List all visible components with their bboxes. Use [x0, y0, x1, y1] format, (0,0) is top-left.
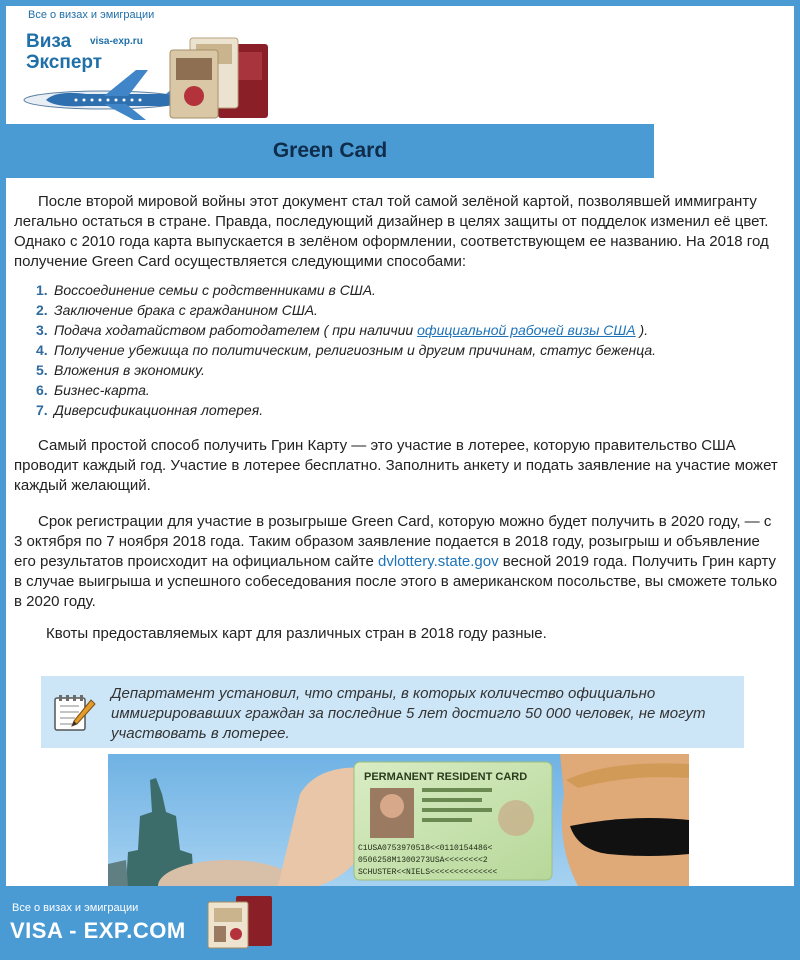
title-banner — [6, 124, 654, 178]
list-number: 7. — [36, 402, 48, 418]
card-mrz-line2: 0506258M1300273USA<<<<<<<<2 — [358, 856, 488, 865]
list-item-text: Диверсификационная лотерея. — [54, 402, 264, 418]
list-item-text-end: ). — [635, 322, 649, 338]
quota-paragraph: Квоты предоставляемых карт для различных стран в 2018 году разные. — [46, 625, 547, 642]
dvlottery-link[interactable]: dvlottery.state.gov — [378, 553, 499, 570]
list-item-text: Бизнес-карта. — [54, 382, 150, 398]
passport-stack-icon — [166, 30, 276, 124]
logo-text-viza: Виза — [26, 31, 72, 52]
lottery-paragraph: Самый простой способ получить Грин Карту — это участие в лотерее, которую правительство США проводит каждый год. Участие в лотерее бесплатно. Заполнить анкету и подать заявление на участие может каждый желающий. — [14, 437, 778, 494]
intro-paragraph: После второй мировой войны этот документ стал той самой зелёной картой, позволявшей иммигранту легально остаться в стране. Правда, последующий дизайнер в целях защиты от подделок изменил её цвет. Однако с 2010 года карта выпускается в зелёном оформлении, соответствующем ее названию. На 2018 год получение Green Card осуществляется следующими способами: — [14, 193, 769, 270]
list-number: 6. — [36, 382, 48, 398]
registration-text: Срок регистрации для участие в розыгрыше Green Card, которую можно будет получить в 2020 году, — с 3 октября по 7 ноября 2018 года. Таким образом заявление подается в 2018 году, розыгрыш и объявление его результатов происходит на официальном сайте — [14, 513, 772, 570]
list-item — [36, 300, 794, 320]
list-item-text: Подача ходатайством работодателем ( при наличии — [54, 322, 418, 338]
article-content — [6, 192, 794, 644]
green-card-photo — [108, 754, 689, 886]
page-container — [6, 6, 794, 886]
list-number: 5. — [36, 362, 48, 378]
list-item-text: Воссоединение семьи с родственниками в США. — [54, 282, 376, 298]
list-item — [36, 340, 794, 360]
site-logo[interactable] — [16, 24, 271, 124]
note-text: Департамент установил, что страны, в которых количество официально иммигрировавших граждан за последние 5 лет достигло 50 000 человек, не могут участвовать в лотерее. — [111, 685, 706, 742]
logo-text-expert: Эксперт — [26, 52, 103, 73]
list-item-text: Вложения в экономику. — [54, 362, 205, 378]
footer-tagline: Все о визах и эмиграции — [12, 902, 139, 914]
footer-passport-icon — [206, 892, 278, 950]
list-item-text: Заключение брака с гражданином США. — [54, 302, 318, 318]
list-item — [36, 320, 794, 340]
card-title: PERMANENT RESIDENT CARD — [364, 771, 528, 783]
work-visa-link[interactable]: официальной рабочей визы США — [417, 322, 636, 338]
site-tagline: Все о визах и эмиграции — [28, 9, 155, 21]
card-mrz-line3: SCHUSTER<<NIELS<<<<<<<<<<<<<< — [358, 868, 498, 877]
list-number: 1. — [36, 282, 48, 298]
list-number: 2. — [36, 302, 48, 318]
airplane-icon — [16, 64, 191, 122]
logo-domain: visa-exp.ru — [90, 36, 143, 47]
list-item-text: Получение убежища по политическим, религиозным и другим причинам, статус беженца. — [54, 342, 657, 358]
info-note — [41, 676, 744, 748]
list-item — [36, 360, 794, 380]
registration-text-end: весной 2019 года. Получить Грин карту в случае выигрыша и успешного собеседования после этого в американском посольстве, вы сможете только в 2020 году. — [14, 553, 778, 610]
notepad-pencil-icon — [51, 692, 97, 734]
list-item — [36, 400, 794, 420]
methods-list — [6, 280, 794, 420]
list-number: 4. — [36, 342, 48, 358]
page-title: Green Card — [272, 139, 388, 162]
footer-bar — [0, 886, 800, 960]
list-item — [36, 280, 794, 300]
list-number: 3. — [36, 322, 48, 338]
footer-brand[interactable]: VISA - EXP.COM — [10, 918, 186, 943]
list-item — [36, 380, 794, 400]
registration-paragraph — [14, 512, 782, 612]
card-mrz-line1: C1USA0753970518<<0110154486< — [358, 844, 493, 853]
